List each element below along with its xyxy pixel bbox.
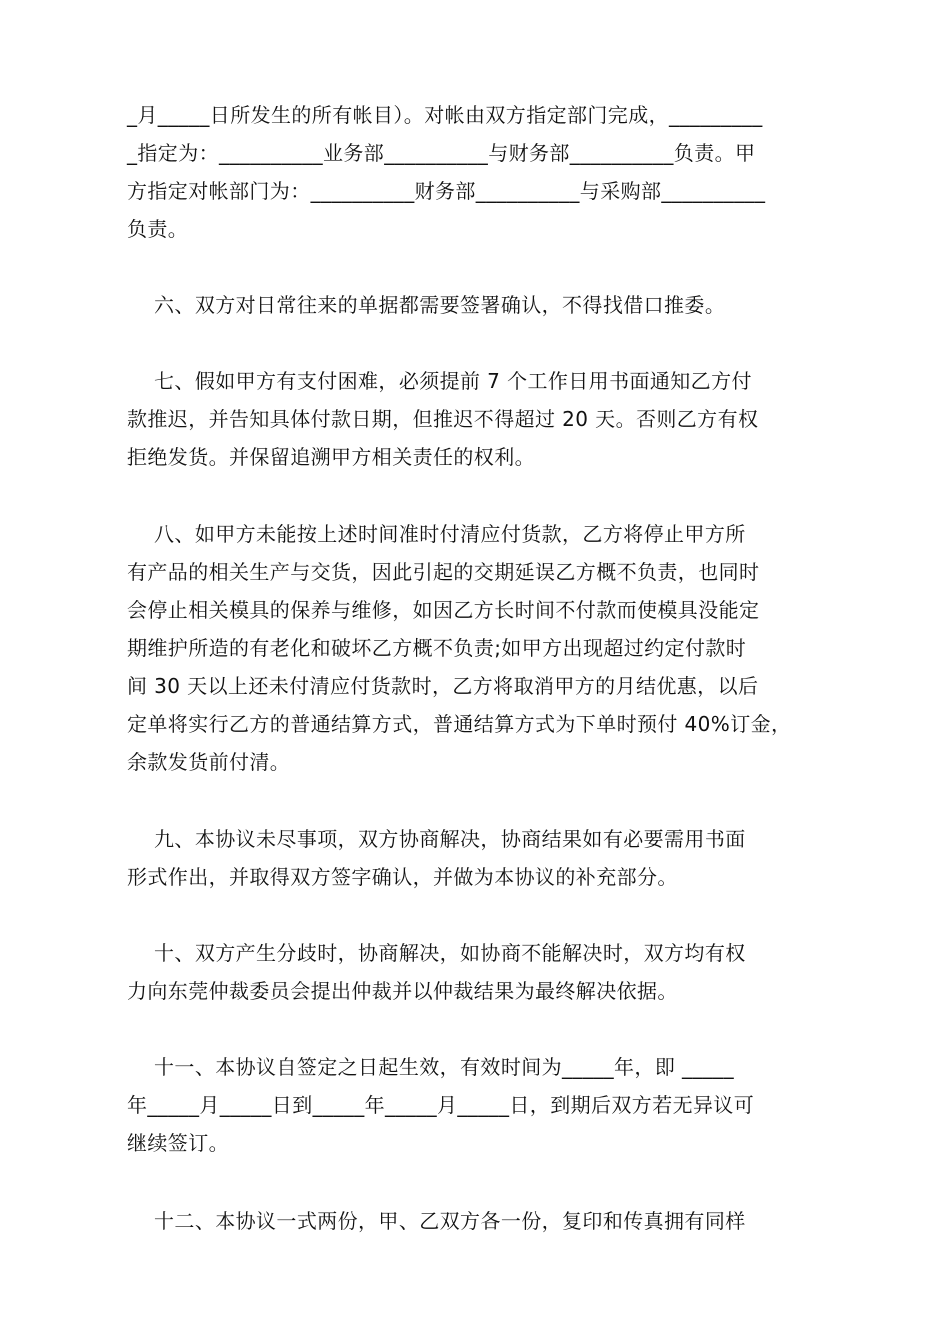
text-line: 余款发货前付清。 <box>127 750 291 774</box>
text-line: _月_____日所发生的所有帐目）。对帐由双方指定部门完成，_________ <box>127 103 763 127</box>
text-line: 力向东莞仲裁委员会提出仲裁并以仲裁结果为最终解决依据。 <box>127 979 678 1003</box>
text-line: 负责。 <box>127 217 189 241</box>
text-line: _指定为：__________业务部__________与财务部__________负责。甲 <box>127 141 756 165</box>
text-line: 六、双方对日常往来的单据都需要签署确认，不得找借口推委。 <box>127 293 726 317</box>
paragraph-clause-7 <box>127 362 823 476</box>
text-line: 十一、本协议自签定之日起生效，有效时间为_____年，即 _____ <box>127 1055 734 1079</box>
paragraph-clause-11 <box>127 1048 823 1162</box>
paragraph-clause-10 <box>127 934 823 1010</box>
text-line: 八、如甲方未能按上述时间准时付清应付货款，乙方将停止甲方所 <box>127 522 746 546</box>
paragraph-clause-8 <box>127 515 823 781</box>
text-line: 继续签订。 <box>127 1131 229 1155</box>
text-line: 期维护所造的有老化和破坏乙方概不负责;如甲方出现超过约定付款时 <box>127 636 747 660</box>
paragraph-clause-12 <box>127 1202 823 1240</box>
text-line: 年_____月_____日到_____年_____月_____日，到期后双方若无异议可 <box>127 1093 755 1117</box>
text-line: 有产品的相关生产与交货，因此引起的交期延误乙方概不负责，也同时 <box>127 560 760 584</box>
text-line: 定单将实行乙方的普通结算方式，普通结算方式为下单时预付 40%订金， <box>127 712 792 736</box>
text-line: 十二、本协议一式两份，甲、乙双方各一份，复印和传真拥有同样 <box>127 1209 746 1233</box>
text-line: 十、双方产生分歧时，协商解决，如协商不能解决时，双方均有权 <box>127 941 746 965</box>
paragraph-reconciliation <box>127 96 823 248</box>
paragraph-clause-6 <box>127 286 823 324</box>
text-line: 九、本协议未尽事项，双方协商解决，协商结果如有必要需用书面 <box>127 827 746 851</box>
text-line: 款推迟，并告知具体付款日期，但推迟不得超过 20 天。否则乙方有权 <box>127 407 759 431</box>
text-line: 形式作出，并取得双方签字确认，并做为本协议的补充部分。 <box>127 865 678 889</box>
text-line: 间 30 天以上还未付清应付货款时，乙方将取消甲方的月结优惠，以后 <box>127 674 759 698</box>
paragraph-clause-9 <box>127 820 823 896</box>
text-line: 会停止相关模具的保养与维修，如因乙方长时间不付款而使模具没能定 <box>127 598 760 622</box>
text-line: 拒绝发货。并保留追溯甲方相关责任的权利。 <box>127 445 535 469</box>
text-line: 七、假如甲方有支付困难，必须提前 7 个工作日用书面通知乙方付 <box>127 369 752 393</box>
text-line: 方指定对帐部门为：__________财务部__________与采购部__________ <box>127 179 766 203</box>
